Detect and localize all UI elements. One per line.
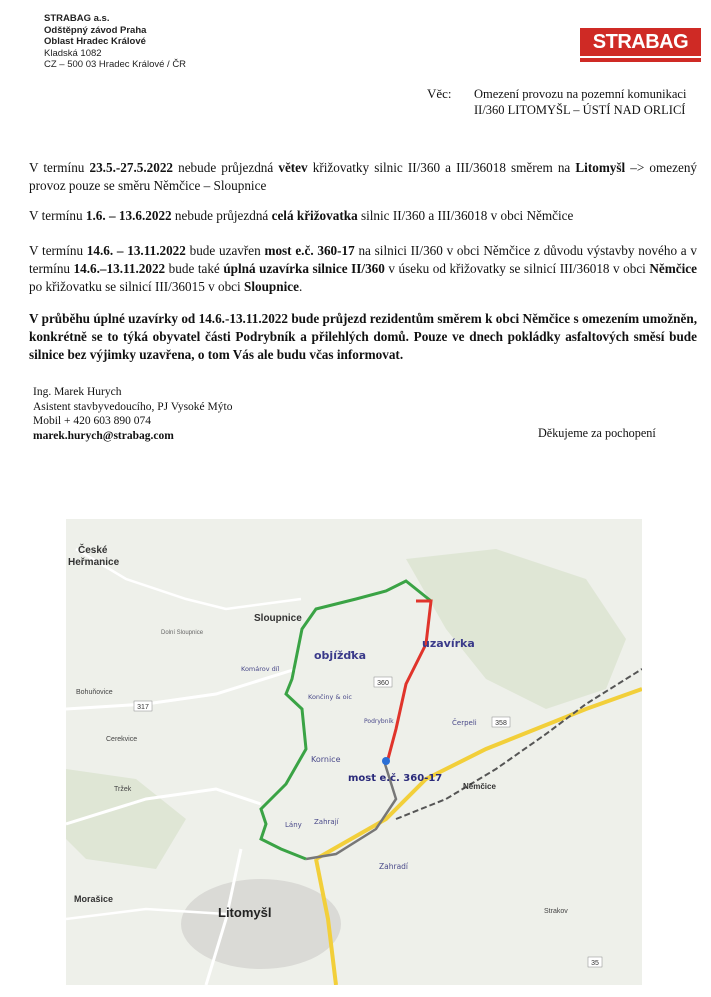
annotation-cerpeli: Čerpeli: [452, 719, 477, 727]
bridge-marker: [382, 757, 390, 765]
annotation-konsiny: Končiny & oic: [308, 693, 352, 701]
road-number: [134, 701, 152, 711]
annotation-podrybnik: Podrybník: [364, 718, 394, 725]
paragraph-4: V průběhu úplné uzavírky od 14.6.-13.11.2022 bude průjezd rezidentům směrem k obci Němčice s omezením umožněn, konkrétně se to týká obyvatel části Podrybník a přilehlých domů. Pouze ve dnech pokládky asfaltových směsí bude silnice bez výjimky uzavřena, o tom Vás ale budu včas informovat.: [29, 311, 697, 362]
svg-text:317: 317: [137, 704, 149, 711]
paragraph-3: V termínu 14.6. – 13.11.2022 bude uzavřen most e.č. 360-17 na silnici II/360 v obci Němčice z důvodu výstavby nového a v termínu 14.6.–13.11.2022 bude také úplná uzavírka silnice II/360 v úseku od křižovatky se silnicí III/36018 v obci Němčice po křižovatku se silnicí III/36015 v obci Sloupnice.: [29, 243, 697, 294]
thanks-text: Děkujeme za pochopení: [538, 426, 656, 440]
place-strakov: Strakov: [544, 908, 568, 915]
svg-text:358: 358: [495, 720, 507, 727]
place-sloupnice: Sloupnice: [254, 613, 302, 624]
strabag-logo: STRABAG: [580, 28, 701, 56]
subject-label: Věc:: [427, 86, 452, 101]
annotation-kornice: Kornice: [311, 755, 341, 764]
detour-map: [66, 519, 642, 985]
place-bohuntovice: Bohuňovice: [76, 689, 113, 696]
sender-company: STRABAG a.s.: [44, 13, 110, 24]
place-dolni-sloupnice: Dolní Sloupnice: [161, 630, 204, 636]
signature-role: Asistent stavbyvedoucího, PJ Vysoké Mýto: [33, 400, 233, 413]
sender-address: [44, 13, 186, 71]
annotation-objizdka: objížďka: [314, 649, 366, 662]
subject-line-1: Omezení provozu na pozemní komunikaci: [474, 87, 687, 101]
sender-area: Oblast Hradec Králové: [44, 36, 146, 48]
paragraph-2: V termínu 1.6. – 13.6.2022 nebude průjezdná celá křižovatka silnic II/360 a III/36018 v obci Němčice: [29, 208, 574, 223]
paragraph-1: V termínu 23.5.-27.5.2022 nebude průjezdná větev křižovatky silnic II/360 a III/36018 směrem na Litomyšl –> omezený provoz pouze se směru Němčice – Sloupnice: [29, 160, 698, 193]
signature-phone: Mobil + 420 603 890 074: [33, 415, 151, 427]
signature-name: Ing. Marek Hurych: [33, 386, 122, 398]
annotation-zahraji: Zahrají: [314, 818, 339, 826]
annotation-lany: Lány: [285, 821, 302, 829]
place-morasice: Morašice: [74, 894, 114, 904]
sender-branch: Odštěpný závod Praha: [44, 24, 147, 36]
annotation-uzavirka: uzavírka: [422, 637, 475, 650]
annotation-most: most e.č. 360-17: [348, 773, 443, 784]
place-litomysl: Litomyšl: [218, 905, 272, 920]
place-cerekvice: Cerekvice: [106, 736, 138, 743]
subject-line-2: II/360 LITOMYŠL – ÚSTÍ NAD ORLICÍ: [474, 103, 686, 117]
signature-email: marek.hurych@strabag.com: [33, 429, 174, 442]
sender-street: Kladská 1082: [44, 47, 102, 59]
annotation-komarov: Komárov díl: [241, 665, 280, 673]
logo-underline: [580, 58, 701, 62]
svg-text:35: 35: [591, 960, 599, 967]
road-number: [492, 717, 510, 727]
place-ceske-hermanice: České: [78, 545, 108, 556]
signature-block: [33, 385, 232, 443]
svg-text:360: 360: [377, 680, 389, 687]
place-nemcice: Němčice: [463, 782, 496, 791]
road-number: [374, 677, 392, 687]
annotation-zahradi: Zahradí: [379, 862, 409, 871]
town-area: [181, 879, 341, 969]
place-trzek: Tržek: [114, 786, 132, 793]
sender-city: CZ – 500 03 Hradec Králové / ČR: [44, 59, 187, 71]
subject-text: [474, 86, 686, 118]
place-ceske-hermanice: Heřmanice: [68, 557, 120, 568]
road-number: [588, 957, 602, 967]
